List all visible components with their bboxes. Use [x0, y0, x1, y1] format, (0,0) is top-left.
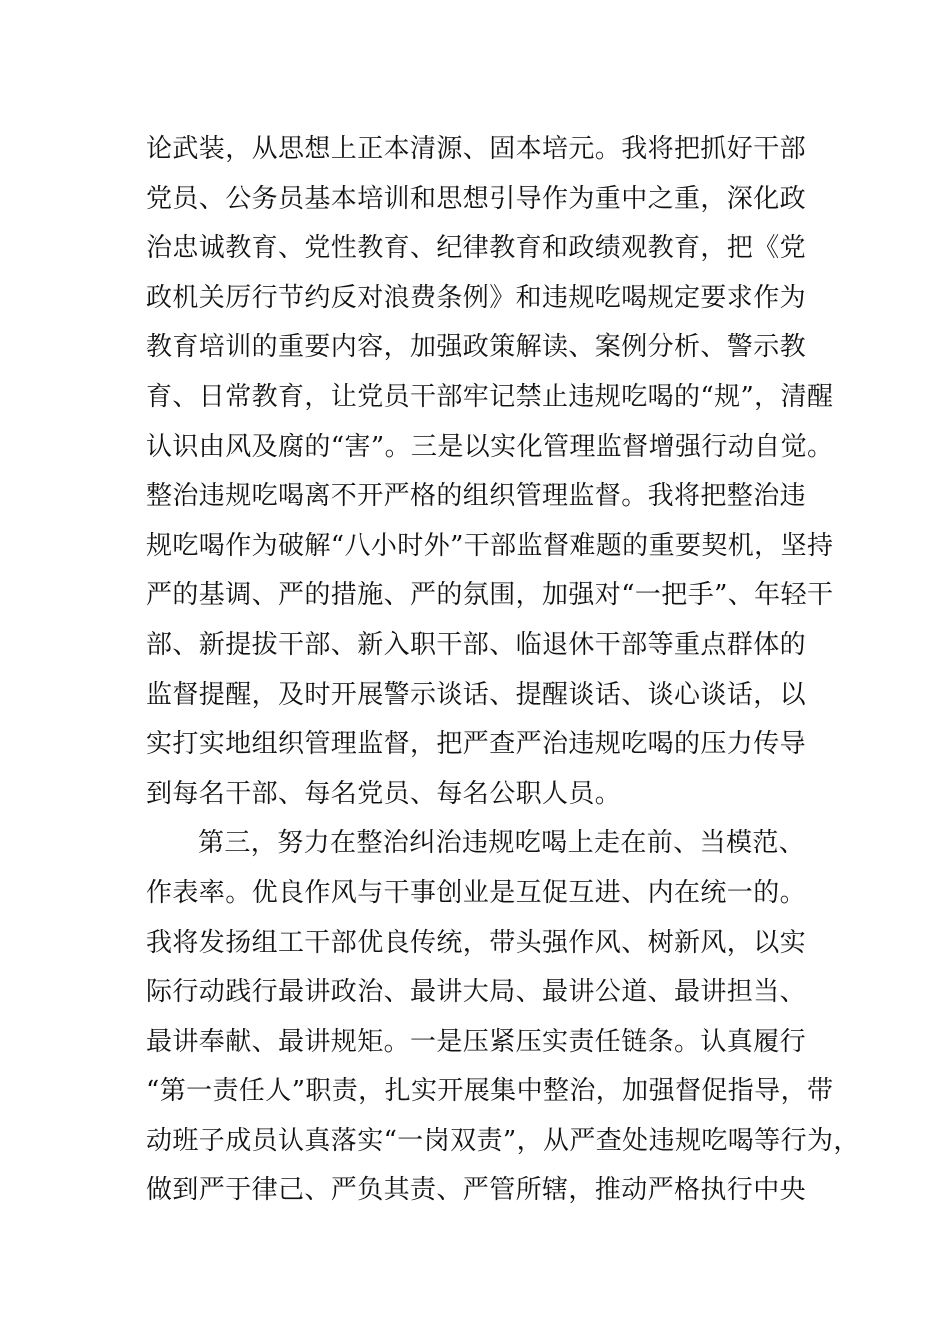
text-line: 作表率。优良作风与干事创业是互促互进、内在统一的。 [146, 877, 807, 908]
text-line: 做到严于律己、严负其责、严管所辖，推动严格执行中央 [146, 1175, 807, 1206]
text-line: “第一责任人”职责，扎实开展集中整治，加强督促指导，带 [146, 1076, 834, 1107]
text-line: 际行动践行最讲政治、最讲大局、最讲公道、最讲担当、 [146, 977, 807, 1008]
text-line: 治忠诚教育、党性教育、纪律教育和政绩观教育，把《党 [146, 233, 807, 264]
text-line: 论武装，从思想上正本清源、固本培元。我将把抓好干部 [146, 134, 807, 164]
text-line: 育、日常教育，让党员干部牢记禁止违规吃喝的“规”，清醒 [146, 381, 834, 412]
text-line: 政机关厉行节约反对浪费条例》和违规吃喝规定要求作为 [146, 282, 807, 313]
text-line: 规吃喝作为破解“八小时外”干部监督难题的重要契机，坚持 [146, 530, 834, 561]
text-line: 我将发扬组工干部优良传统，带头强作风、树新风，以实 [146, 927, 807, 958]
text-line: 教育培训的重要内容，加强政策解读、案例分析、警示教 [146, 332, 807, 363]
text-line: 到每名干部、每名党员、每名公职人员。 [146, 778, 622, 809]
paragraph-start-line: 第三，努力在整治纠治违规吃喝上走在前、当模范、 [198, 828, 806, 859]
text-line: 党员、公务员基本培训和思想引导作为重中之重，深化政 [146, 183, 807, 214]
text-line: 实打实地组织管理监督，把严查严治违规吃喝的压力传导 [146, 729, 807, 760]
text-line: 动班子成员认真落实“一岗双责”，从严查处违规吃喝等行为， [146, 1125, 860, 1156]
text-line: 整治违规吃喝离不开严格的组织管理监督。我将把整治违 [146, 481, 807, 512]
text-line: 监督提醒，及时开展警示谈话、提醒谈话、谈心谈话，以 [146, 679, 807, 710]
body-text [146, 125, 860, 1216]
text-line: 部、新提拔干部、新入职干部、临退休干部等重点群体的 [146, 629, 807, 660]
text-line: 最讲奉献、最讲规矩。一是压紧压实责任链条。认真履行 [146, 1026, 807, 1057]
text-line: 严的基调、严的措施、严的氛围，加强对“一把手”、年轻干 [146, 580, 834, 611]
text-line: 认识由风及腐的“害”。三是以实化管理监督增强行动自觉。 [146, 431, 834, 462]
